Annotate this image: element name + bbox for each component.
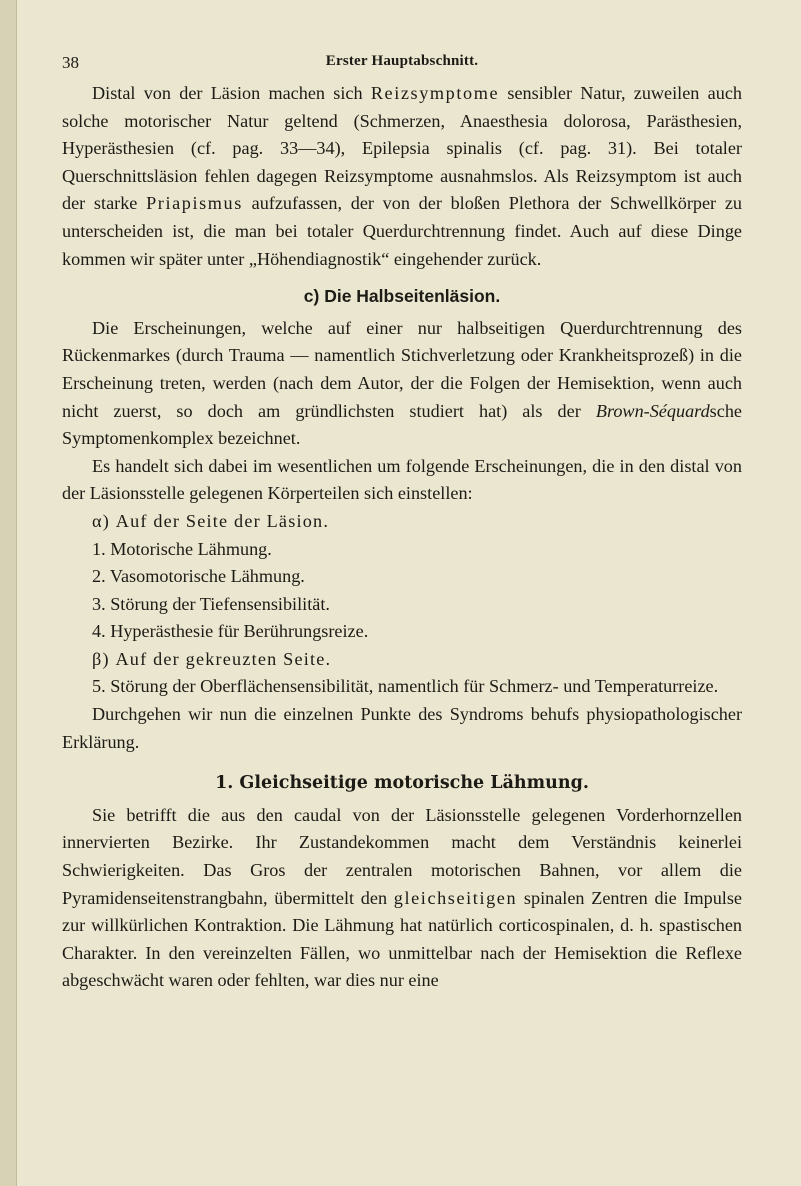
section-heading-motorische-laehmung: 1. Gleichseitige motorische Lähmung. xyxy=(215,773,589,794)
emphasis-priapismus: Priapismus xyxy=(146,193,243,214)
emphasis-gleichseitigen: gleichseitigen xyxy=(393,887,518,908)
section-heading-halbseitenlaesion: c) Die Halbseitenläsion. xyxy=(303,286,501,307)
paragraph-folgende-erscheinungen: Es handelt sich dabei im wesentlichen um folgende Erscheinungen, die in den distal von der Läsionsstelle gelegenen Körperteilen sich einstellen: xyxy=(62,455,742,504)
page-number: 38 xyxy=(62,53,79,72)
paragraph-durchgehen: Durchgehen wir nun die einzelnen Punkte des Syndroms behufs physiopathologischer Erklärung. xyxy=(62,704,742,752)
list-item: 4. Hyperästhesie für Berührungsreize. xyxy=(92,621,369,642)
running-title: Erster Hauptabschnitt. xyxy=(325,53,479,69)
subheading-alpha: α) Auf der Seite der Läsion. xyxy=(92,510,330,531)
book-page xyxy=(62,50,742,995)
emphasis-reizsymptome: Reizsymptome xyxy=(370,83,500,103)
emphasis-brown-sequard: Brown-Séquard xyxy=(595,400,710,421)
paragraph-motorische-laehmung: Sie betrifft die aus den caudal von der Läsionsstelle gelegenen Vorderhornzellen innervierten Bezirke. Ihr Zustandekommen macht dem Verständnis keinerlei Schwierigkeiten. Das Gros der zentralen motorischen Bahnen, vor allem die Pyramidenseitenstrangbahn, übermittelt den gleichseitigen spinalen Zentren die Impulse zur willkürlichen Kontraktion. Die Lähmung hat natürlich corticospinalen, d. h. spastischen Charakter. In den vereinzelten Fällen, wo unmittelbar nach der Hemisektion die Reflexe abgeschwächt waren oder fehlten, war dies nur eine xyxy=(62,804,742,991)
page-edge xyxy=(0,0,17,1186)
page-header xyxy=(62,50,742,80)
body-text xyxy=(62,80,742,995)
list-item: 1. Motorische Lähmung. xyxy=(92,538,272,559)
list-item: 5. Störung der Oberflächensensibilität, namentlich für Schmerz- und Temperaturreize. xyxy=(92,676,719,697)
subheading-beta: β) Auf der gekreuzten Seite. xyxy=(92,648,332,669)
paragraph-erscheinungen: Die Erscheinungen, welche auf einer nur halbseitigen Querdurchtrennung des Rückenmarkes (durch Trauma — namentlich Stichverletzung oder Krankheitsprozeß) in die Erscheinung treten, werden (nach dem Autor, der die Folgen der Hemisektion, wenn auch nicht zuerst, so doch am gründlichsten studiert hat) als der Brown-Séquardsche Symptomenkomplex bezeichnet. xyxy=(62,317,742,449)
list-item: 3. Störung der Tiefensensibilität. xyxy=(92,593,330,614)
list-item: 2. Vasomotorische Lähmung. xyxy=(92,566,305,587)
paragraph-reizsymptome: Distal von der Läsion machen sich Reizsymptome sensibler Natur, zuweilen auch solche motorischer Natur geltend (Schmerzen, Anaesthesia dolorosa, Parästhesien, Hyperästhesien (cf. pag. 33—34), Epilepsia spinalis (cf. pag. 31). Bei totaler Querschnittsläsion fehlen dagegen Reizsymptome ausnahmslos. Als Reizsymptom ist auch der starke Priapismus aufzufassen, der von der bloßen Plethora der Schwellkörper zu unterscheiden ist, die man bei totaler Querdurchtrennung findet. Auch auf diese Dinge kommen wir später unter „Höhendiagnostik“ eingehender zurück. xyxy=(62,83,742,269)
